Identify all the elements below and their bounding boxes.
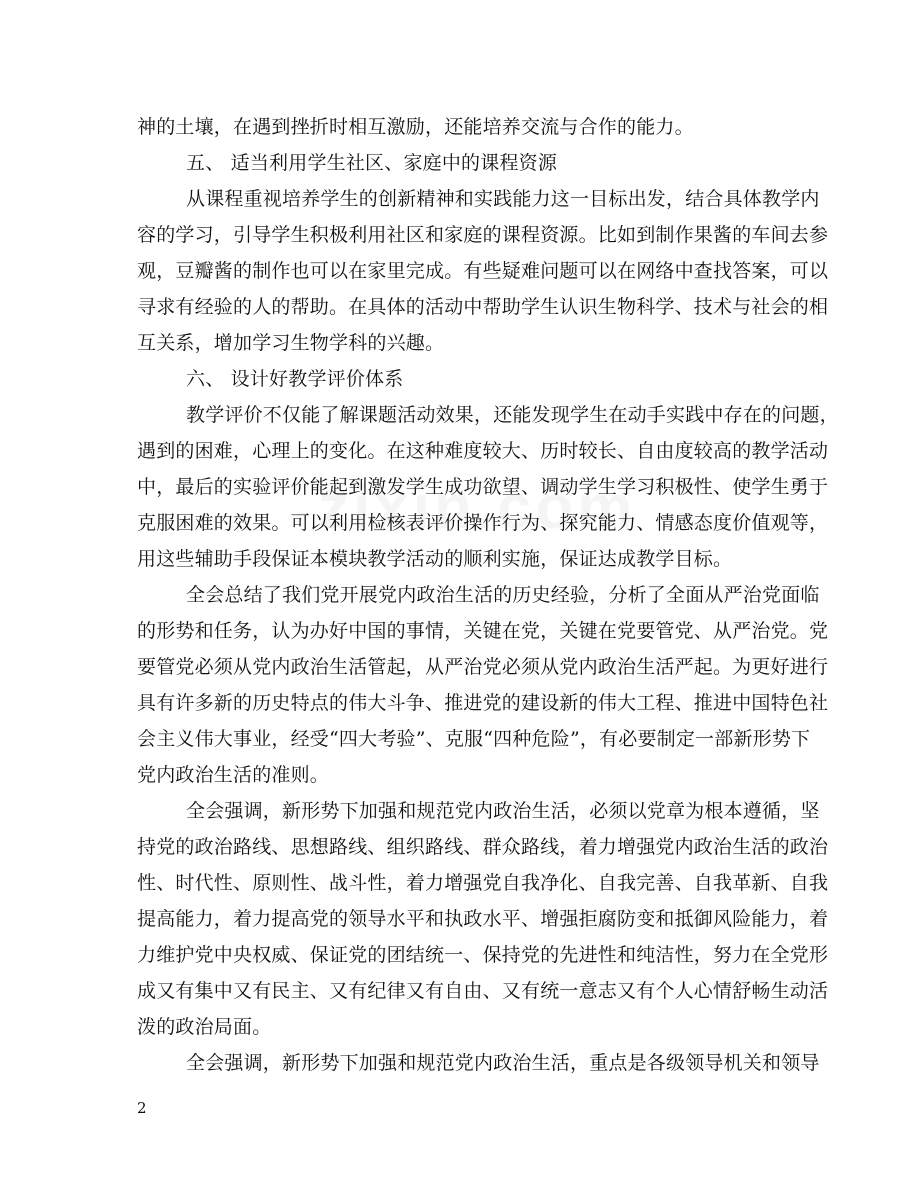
paragraph-line: 观，豆瓣酱的制作也可以在家里完成。有些疑难问题可以在网络中查找答案，可以 — [137, 260, 829, 282]
section-heading-5: 五、 适当利用学生社区、家庭中的课程资源 — [186, 152, 558, 174]
paragraph-line: 容的学习，引导学生积极利用社区和家庭的课程资源。比如到制作果酱的车间去参 — [137, 224, 829, 246]
paragraph-line: 泼的政治局面。 — [137, 1016, 272, 1038]
paragraph-line: 神的土壤，在遇到挫折时相互激励，还能培养交流与合作的能力。 — [137, 116, 694, 138]
paragraph-line: 遇到的困难，心理上的变化。在这种难度较大、历时较长、自由度较高的教学活动 — [137, 440, 829, 462]
paragraph-line: 持党的政治路线、思想路线、组织路线、群众路线，着力增强党内政治生活的政治 — [137, 836, 829, 858]
paragraph-line: 要管党必须从党内政治生活管起，从严治党必须从党内政治生活严起。为更好进行 — [137, 656, 829, 678]
paragraph-line: 力维护党中央权威、保证党的团结统一、保持党的先进性和纯洁性，努力在全党形 — [137, 944, 829, 966]
paragraph-line: 互关系，增加学习生物学科的兴趣。 — [137, 332, 445, 354]
paragraph-line: 成又有集中又有民主、又有纪律又有自由、又有统一意志又有个人心情舒畅生动活 — [137, 980, 829, 1002]
paragraph-line: 党内政治生活的准则。 — [137, 764, 330, 786]
paragraph-line: 从课程重视培养学生的创新精神和实践能力这一目标出发，结合具体教学内 — [186, 188, 820, 210]
paragraph-line: 用这些辅助手段保证本模块教学活动的顺利实施，保证达成教学目标。 — [137, 548, 733, 570]
paragraph-line: 教学评价不仅能了解课题活动效果，还能发现学生在动手实践中存在的问题， — [186, 404, 839, 426]
paragraph-line: 具有许多新的历史特点的伟大斗争、推进党的建设新的伟大工程、推进中国特色社 — [137, 692, 829, 714]
paragraph-line: 寻求有经验的人的帮助。在具体的活动中帮助学生认识生物科学、技术与社会的相 — [137, 296, 829, 318]
paragraph-line: 全会总结了我们党开展党内政治生活的历史经验，分析了全面从严治党面临 — [186, 584, 820, 606]
paragraph-line: 全会强调，新形势下加强和规范党内政治生活，重点是各级领导机关和领导 — [186, 1052, 820, 1074]
paragraph-line: 的形势和任务，认为办好中国的事情，关键在党，关键在党要管党、从严治党。党 — [137, 620, 829, 642]
paragraph-line: 全会强调，新形势下加强和规范党内政治生活，必须以党章为根本遵循，坚 — [186, 800, 820, 822]
paragraph-line: 克服困难的效果。可以利用检核表评价操作行为、探究能力、情感态度价值观等， — [137, 512, 829, 534]
paragraph-line: 性、时代性、原则性、战斗性，着力增强党自我净化、自我完善、自我革新、自我 — [137, 872, 829, 894]
page-number: 2 — [137, 1099, 147, 1117]
section-heading-6: 六、 设计好教学评价体系 — [186, 368, 404, 390]
paragraph-line: 会主义伟大事业，经受“四大考验”、克服“四种危险”，有必要制定一部新形势下 — [137, 728, 811, 750]
paragraph-line: 提高能力，着力提高党的领导水平和执政水平、增强拒腐防变和抵御风险能力，着 — [137, 908, 829, 930]
paragraph-line: 中，最后的实验评价能起到激发学生成功欲望、调动学生学习积极性、使学生勇于 — [137, 476, 829, 498]
